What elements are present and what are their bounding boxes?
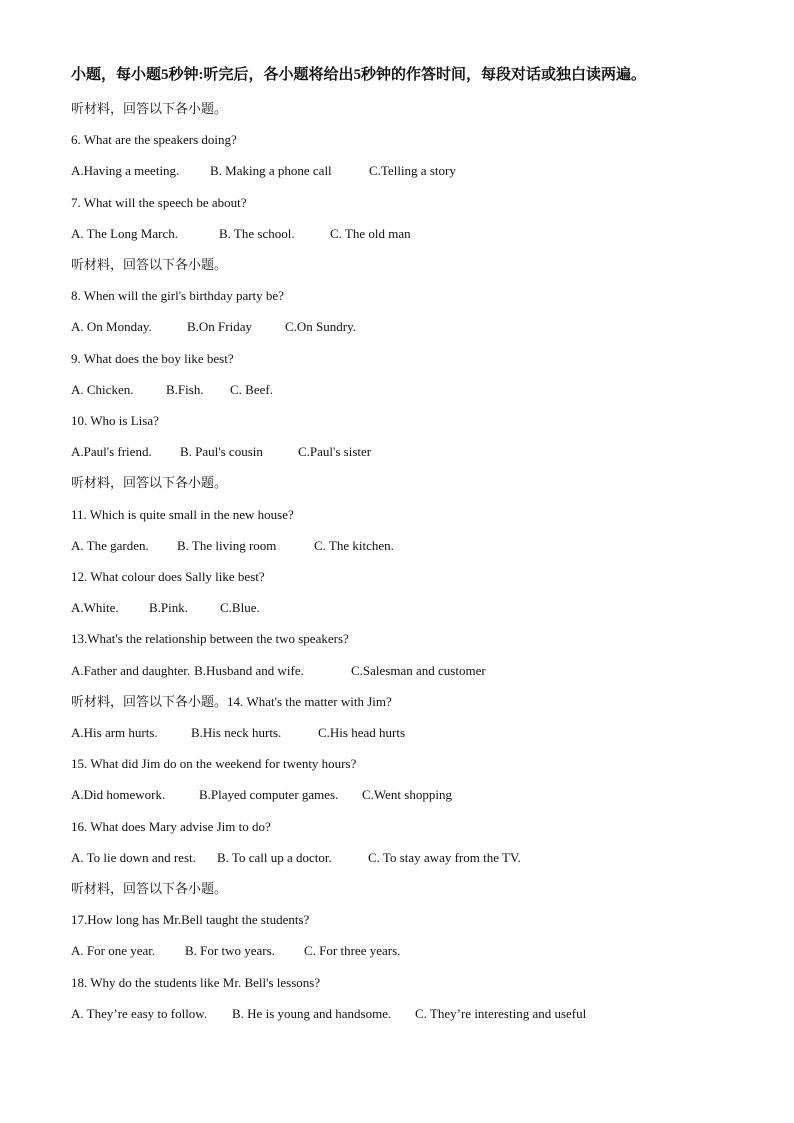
- answer-option: B. Making a phone call: [210, 163, 332, 179]
- answer-option: B.On Friday: [187, 319, 252, 335]
- listening-instruction: 听材料，回答以下各小题。14. What's the matter with Jim?: [71, 693, 392, 709]
- question-text: 12. What colour does Sally like best?: [71, 569, 265, 584]
- answer-options-row: [71, 319, 357, 335]
- answer-options-row: [71, 787, 452, 803]
- listening-instruction: 听材料，回答以下各小题。: [71, 257, 228, 272]
- answer-options-row: [71, 381, 273, 398]
- answer-option: A. Chicken.: [71, 381, 134, 397]
- answer-option: B. Paul's cousin: [180, 444, 263, 460]
- answer-option: A.Did homework.: [71, 787, 166, 803]
- answer-option: B. He is young and handsome.: [232, 1005, 392, 1021]
- answer-option: B. The living room: [177, 537, 277, 553]
- answer-option: A. On Monday.: [71, 319, 152, 335]
- answer-option: A.Paul's friend.: [71, 444, 152, 460]
- answer-option: C.Paul's sister: [298, 444, 372, 460]
- question-text: 15. What did Jim do on the weekend for twenty hours?: [71, 756, 357, 772]
- listening-instruction: 听材料，回答以下各小题。: [71, 475, 228, 491]
- answer-option: A.White.: [71, 600, 119, 616]
- answer-option: C.Telling a story: [369, 163, 456, 179]
- answer-options-row: [71, 225, 411, 242]
- answer-option: B.Husband and wife.: [194, 662, 304, 678]
- question-text: 17.How long has Mr.Bell taught the students?: [71, 912, 310, 928]
- listening-instruction: 听材料，回答以下各小题。: [71, 101, 228, 116]
- answer-option: C.Salesman and customer: [351, 662, 486, 678]
- answer-option: C.Blue.: [220, 600, 260, 616]
- answer-option: C. Beef.: [230, 381, 273, 397]
- answer-option: C. To stay away from the TV.: [368, 849, 521, 865]
- answer-option: B.Played computer games.: [199, 787, 339, 803]
- section-instruction: 小题，每小题5秒钟:听完后，各小题将给出5秒钟的作答时间，每段对话或独白读两遍。: [71, 67, 646, 83]
- answer-option: B. For two years.: [185, 943, 275, 959]
- answer-option: A. They’re easy to follow.: [71, 1005, 208, 1021]
- answer-option: A. To lie down and rest.: [71, 849, 196, 865]
- answer-option: C.Went shopping: [362, 787, 452, 803]
- answer-options-row: [71, 849, 521, 866]
- answer-option: A.Having a meeting.: [71, 163, 180, 179]
- answer-option: C. The old man: [330, 225, 411, 241]
- question-text: 9. What does the boy like best?: [71, 350, 234, 366]
- question-text: 13.What's the relationship between the two speakers?: [71, 631, 349, 647]
- answer-options-row: [71, 444, 372, 460]
- question-text: 7. What will the speech be about?: [71, 194, 247, 210]
- answer-option: A.Father and daughter.: [71, 662, 191, 678]
- answer-options-row: [71, 725, 406, 741]
- answer-option: B.Fish.: [166, 381, 204, 397]
- answer-options-row: [71, 662, 486, 679]
- answer-option: C. They’re interesting and useful: [415, 1005, 587, 1021]
- listening-instruction: 听材料，回答以下各小题。: [71, 881, 228, 896]
- question-text: 18. Why do the students like Mr. Bell's lessons?: [71, 974, 321, 990]
- question-text: 11. Which is quite small in the new house?: [71, 506, 294, 522]
- answer-option: A. For one year.: [71, 943, 156, 959]
- question-text: 6. What are the speakers doing?: [71, 132, 237, 148]
- answer-option: C.On Sundry.: [285, 319, 357, 335]
- answer-option: C.His head hurts: [318, 725, 406, 740]
- answer-option: C. For three years.: [304, 943, 401, 959]
- answer-options-row: [71, 537, 394, 554]
- question-text: 8. When will the girl's birthday party be?: [71, 288, 284, 304]
- answer-options-row: [71, 943, 401, 959]
- question-text: 10. Who is Lisa?: [71, 413, 159, 428]
- answer-options-row: [71, 163, 456, 179]
- answer-option: B.His neck hurts.: [191, 725, 282, 740]
- answer-options-row: [71, 600, 260, 616]
- question-text: 16. What does Mary advise Jim to do?: [71, 818, 271, 834]
- answer-option: A. The Long March.: [71, 225, 178, 241]
- answer-options-row: [71, 1005, 587, 1022]
- answer-option: B.Pink.: [149, 600, 189, 616]
- answer-option: B. To call up a doctor.: [217, 849, 332, 865]
- answer-option: A.His arm hurts.: [71, 725, 158, 740]
- answer-option: B. The school.: [219, 225, 295, 241]
- answer-option: C. The kitchen.: [314, 537, 394, 553]
- answer-option: A. The garden.: [71, 537, 149, 553]
